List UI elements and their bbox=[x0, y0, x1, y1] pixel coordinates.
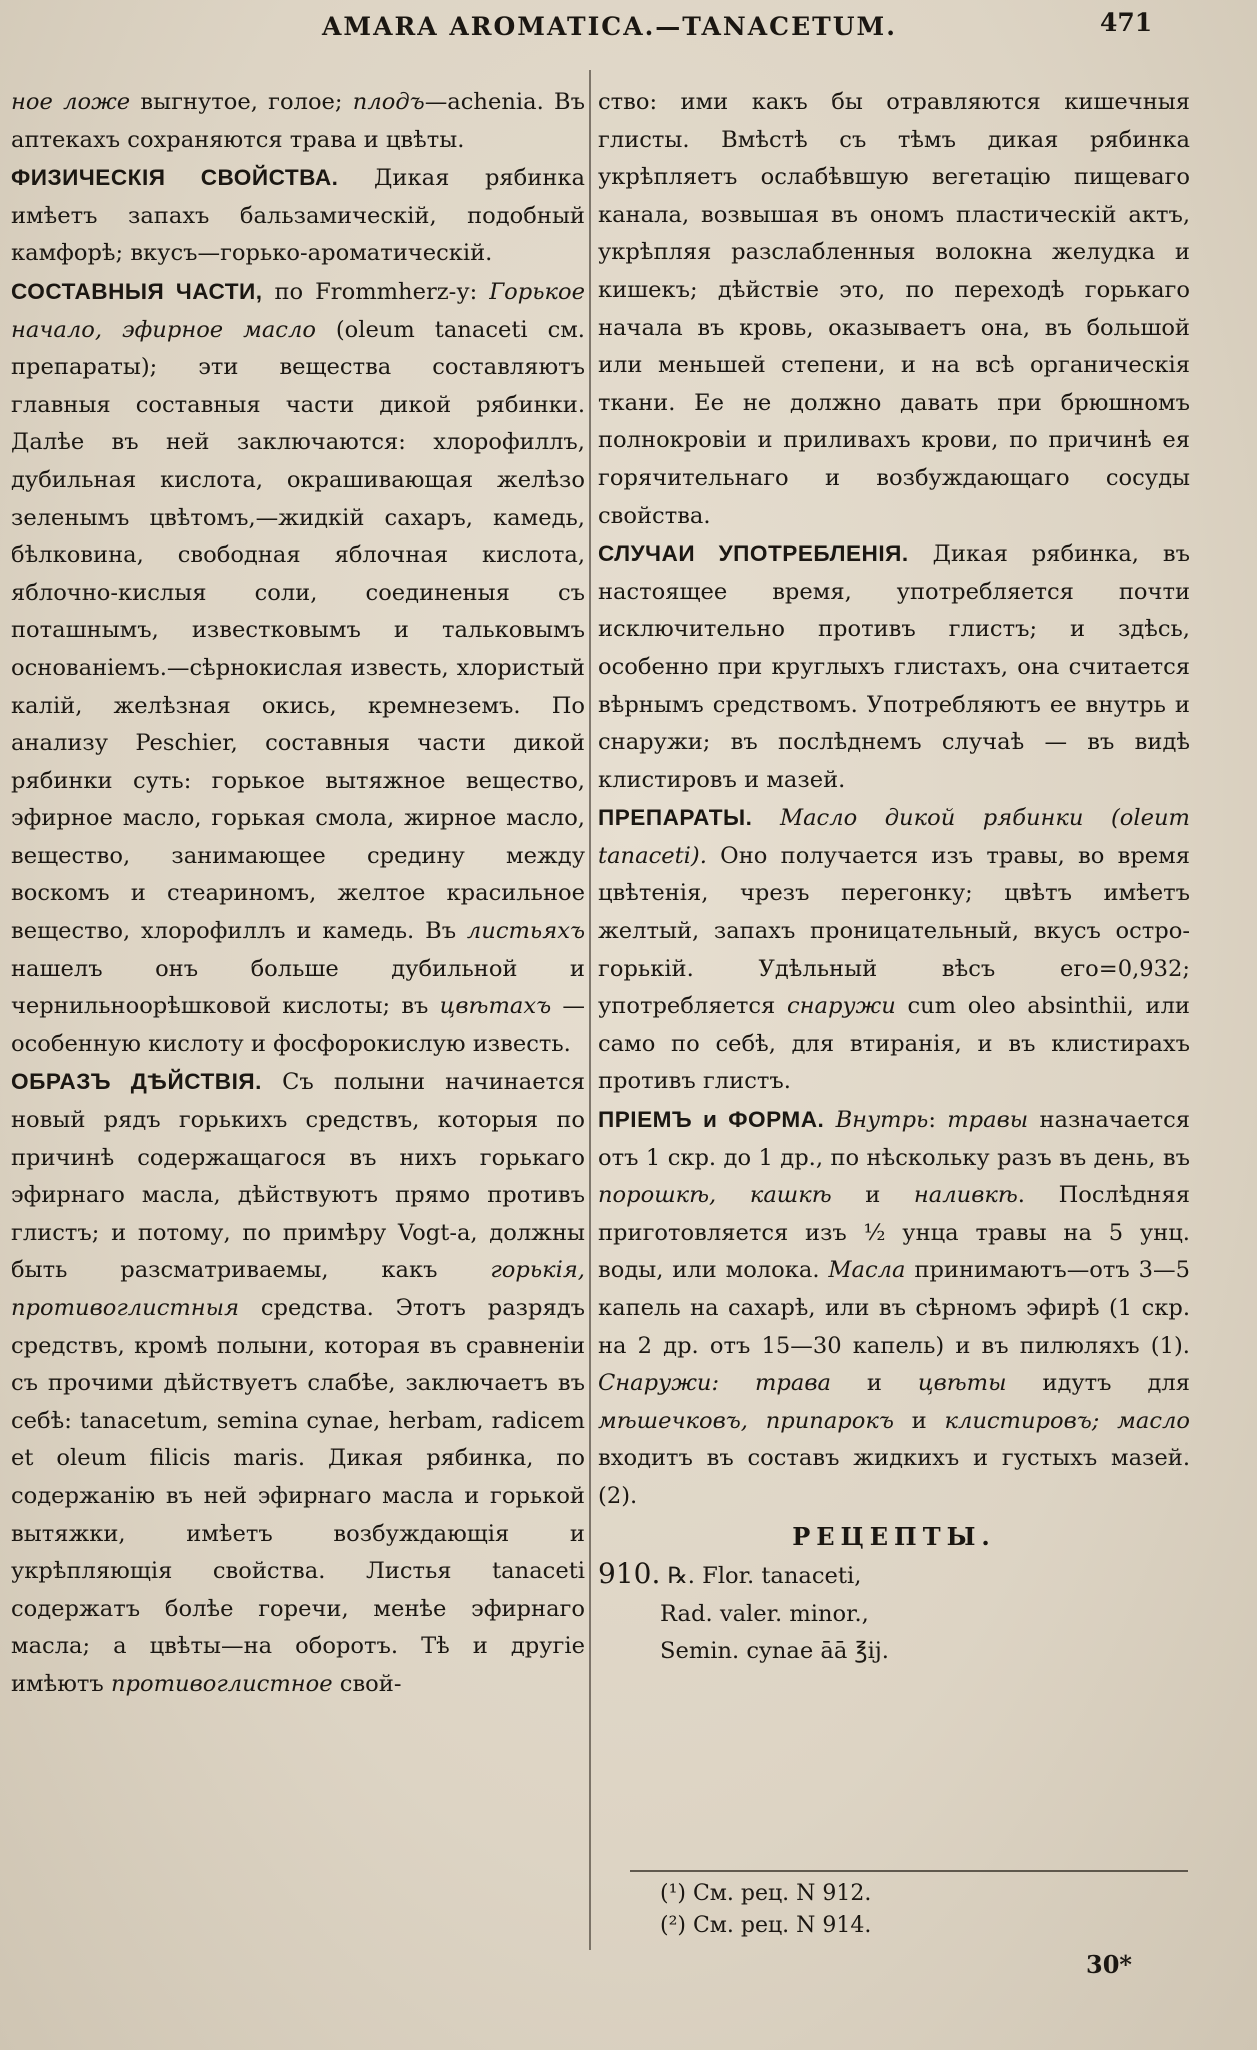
paragraph-components: СОСТАВНЫЯ ЧАСТИ, по Frommherz-у: Горькое начало, эфирное масло (oleum tanaceti см. препараты); эти вещества составляютъ главныя составныя части дикой рябинки. Далѣе въ ней заключаются: хлорофиллъ, дубильная кислота, окрашивающая желѣзо зеленымъ цвѣтомъ,—жидкій сахаръ, камедь, бѣлковина, свободная яблочная кислота, яблочно-кислыя соли, соединеныя съ поташнымъ, известковымъ и тальковымъ основаніемъ.—сѣрнокислая известь, хлористый калій, желѣзная окись, кремнеземъ. По анализу Peschier, составныя части дикой рябинки суть: горькое вытяжное вещество, эфирное масло, горькая смола, жирное масло, вещество, занимающее средину между воскомъ и стеариномъ, желтое красильное вещество, хлорофиллъ и камедь. Въ листьяхъ нашелъ онъ больше дубильной и чернильноорѣшковой кислоты; въ цвѣтахъ — особенную кислоту и фосфорокислую известь. bbox=[11, 278, 585, 1057]
paragraph-dosage: ПРІЕМЪ и ФОРМА. Внутрь: травы назначается отъ 1 скр. до 1 др., по нѣскольку разъ въ день, въ порошкѣ, кашкѣ и наливкѣ. Послѣдняя приготовляется изъ ½ унца травы на 5 унц. воды, или молока. Масла принимаютъ—отъ 3—5 капель на сахарѣ, или въ сѣрномъ эфирѣ (1 скр. на 2 др. отъ 15—30 капель) и въ пилюляхъ (1). Снаружи: трава и цвѣты идутъ для мѣшечковъ, припарокъ и клистировъ; масло входитъ въ составъ жидкихъ и густыхъ мазей. (2). bbox=[598, 1107, 1191, 1509]
page-header bbox=[0, 8, 1257, 48]
section-heading: ФИЗИЧЕСКІЯ СВОЙСТВА. bbox=[11, 165, 339, 191]
running-head: AMARA AROMATICA.—TANACETUM. bbox=[322, 12, 897, 41]
recipe-line: Rad. valer. minor., bbox=[660, 1600, 869, 1627]
recipe-number: 910. bbox=[598, 1557, 661, 1591]
paragraph-description: ное ложе выгнутое, голое; плодъ—achenia. Въ аптекахъ сохраняются трава и цвѣты. bbox=[11, 89, 585, 153]
signature-mark: 30* bbox=[1086, 1950, 1132, 1979]
footnotes bbox=[660, 1878, 871, 1942]
footnote: (²) См. рец. N 914. bbox=[660, 1913, 872, 1938]
paragraph-uses: СЛУЧАИ УПОТРЕБЛЕНІЯ. Дикая рябинка, въ настоящее время, употребляется почти исключительно противъ глистъ; и здѣсь, особенно при круглыхъ глистахъ, она считается вѣрнымъ средствомъ. Употребляютъ ее внутрь и снаружи; въ послѣднемъ случаѣ — въ видѣ клистировъ и мазей. bbox=[598, 541, 1191, 793]
recipe-line: 910. ℞. Flor. tanaceti, bbox=[598, 1557, 862, 1591]
footnote: (¹) См. рец. N 912. bbox=[660, 1881, 872, 1906]
section-heading: ОБРАЗЪ ДѢЙСТВІЯ. bbox=[11, 1069, 262, 1095]
right-column bbox=[598, 84, 1190, 1671]
paragraph-mode-of-action: ОБРАЗЪ ДѢЙСТВІЯ. Съ полыни начинается новый рядъ горькихъ средствъ, которыя по причинѣ содержащагося въ нихъ горькаго эфирнаго масла, дѣйствуютъ прямо противъ глистъ; и потому, по примѣру Vogt-а, должны быть разсматриваемы, какъ горькія, противоглистныя средства. Этотъ разрядъ средствъ, кромѣ полыни, которая въ сравненіи съ прочими дѣйствуетъ слабѣе, заключаетъ въ себѣ: tanacetum, semina cynae, herbam, radicem et oleum filicis maris. Дикая рябинка, по содержанію въ ней эфирнаго масла и горькой вытяжки, имѣетъ возбуждающія и укрѣпляющія свойства. Листья tanaceti содержатъ болѣе горечи, менѣе эфирнаго масла; а цвѣты—на оборотъ. Тѣ и другіе имѣютъ противоглистное свой- bbox=[11, 1069, 586, 1697]
column-divider bbox=[589, 70, 591, 1950]
section-heading: СОСТАВНЫЯ ЧАСТИ, bbox=[11, 278, 263, 304]
page-number: 471 bbox=[1100, 8, 1153, 37]
recipe-line: Semin. cynae āā ℥ij. bbox=[660, 1638, 889, 1665]
paragraph-preparations: ПРЕПАРАТЫ. Масло дикой рябинки (oleum tanaceti). Оно получается изъ травы, во время цвѣтенія, чрезъ перегонку; цвѣтъ имѣетъ желтый, запахъ проницательный, вкусъ остро-горькій. Удѣльный вѣсъ его=0,932; употребляется снаружи cum oleo absinthii, или само по себѣ, для втиранія, и въ клистирахъ противъ глистъ. bbox=[598, 805, 1190, 1095]
footnote-rule bbox=[630, 1870, 1188, 1872]
section-heading: СЛУЧАИ УПОТРЕБЛЕНІЯ. bbox=[598, 541, 909, 567]
paragraph-physical-properties: ФИЗИЧЕСКІЯ СВОЙСТВА. Дикая рябинка имѣетъ запахъ бальзамическій, подобный камфорѣ; вкусъ—горько-ароматическій. bbox=[11, 165, 585, 267]
recipes-title: РЕЦЕПТЫ. bbox=[792, 1521, 996, 1551]
section-heading: ПРЕПАРАТЫ. bbox=[598, 805, 753, 831]
left-column bbox=[11, 84, 585, 1704]
section-heading: ПРІЕМЪ и ФОРМА. bbox=[598, 1107, 825, 1133]
paragraph-continuation: ство: ими какъ бы отравляются кишечныя глисты. Вмѣстѣ съ тѣмъ дикая рябинка укрѣпляетъ ослабѣвшую вегетацію пищеваго канала, возвышая въ ономъ пластическій актъ, укрѣпляя разслабленныя волокна желудка и кишекъ; дѣйствіе это, по переходѣ горькаго начала въ кровь, оказываетъ она, въ большой или меньшей степени, и на всѣ органическія ткани. Ее не должно давать при брюшномъ полнокровіи и приливахъ крови, по причинѣ ея горячительнаго и возбуждающаго сосуды свойства. bbox=[598, 89, 1190, 529]
